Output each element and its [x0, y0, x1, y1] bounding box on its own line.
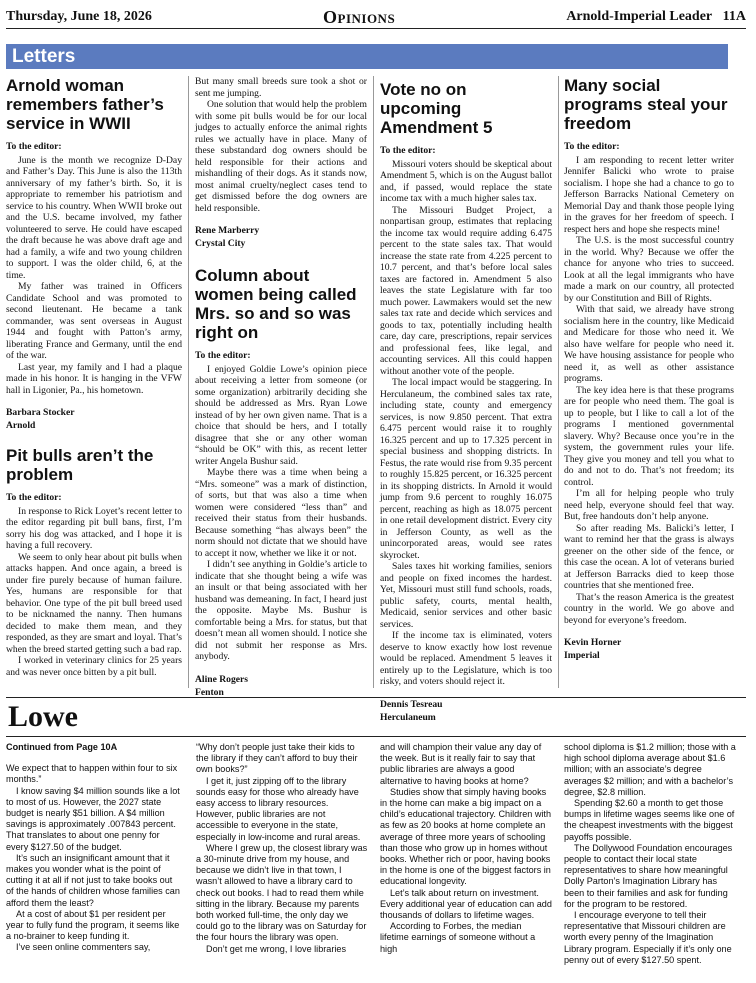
paragraph: school diploma is $1.2 million; those with a high school diploma average about $1.6 million; with an associate’s degree averages $2 million; and with a bachelor’s degree, $2.8 million. — [564, 742, 736, 797]
paragraph: Spending $2.60 a month to get those bumps in lifetime wages seems like one of the cheapest investments with the biggest payoffs possible. — [564, 798, 735, 842]
letters-banner: Letters — [6, 44, 728, 69]
paragraph: I’ve seen online commenters say, — [16, 942, 151, 953]
paragraph: Let’s talk about return on investment. Every additional year of education can add thousands of dollars to lifetime wages. — [380, 887, 552, 921]
section-rule — [6, 736, 746, 737]
paragraph: Studies show that simply having books in the home can make a big impact on a child’s educational trajectory. Children with as few as 20 books at home complete an average of three more years of schooling than those who grow up in homes without books. Whether rich or poor, having books in the home is one of the biggest factors in educational longevity. — [380, 786, 552, 887]
column-3 — [380, 80, 552, 724]
signature-name: Rene Marberry — [195, 225, 260, 236]
signature-name: Barbara Stocker — [6, 407, 75, 418]
signature — [6, 406, 182, 432]
paragraph: Missouri voters should be skeptical about Amendment 5, which is on the August ballot and, if passed, would replace the state income tax with a much higher sales tax. — [380, 158, 552, 204]
paragraph: We seem to only hear about pit bulls when attacks happen. And once again, a breed is under fire purely because of human failure. Yes, humans are responsible for that behavior. One type of the pit bull breed used to be nicknamed the nanny. Then humans decided to make them mean, and they responded, as they are smart and loyal. That’s when the breed started getting such a bad rap. — [6, 551, 182, 655]
paragraph: Don’t get me wrong, I love libraries — [206, 943, 347, 954]
paragraph: According to Forbes, the median lifetime earnings of someone without a high — [380, 921, 536, 954]
issue-date: Thursday, June 18, 2026 — [6, 9, 152, 24]
paragraph: I’m all for helping people who truly need help, everyone should feel that way. But, free handouts don’t help anyone. — [564, 488, 734, 522]
signature-town: Herculaneum — [380, 711, 436, 723]
paragraph: I know saving $4 million sounds like a lot to most of us. However, the 2027 state budget is nearly $51 billion. A $4 million savings is approximately .007843 percent. That translates to about one penny for every $127.50 of the budget. — [6, 785, 180, 852]
paragraph: My father was trained in Officers Candidate School and was promoted to second lieutenant. He became a tank commander, was sent overseas in August 1944 and fought with Patton’s army, liberating France and Germany, until the end of the war. — [6, 281, 182, 361]
paragraph: The key idea here is that these programs are for people who need them. The goal is up to people, but I like to call a lot of the programs I mentioned governmental slavery. Why? Because once you’re in the system, the government rules your life. They give you money and tell you what to do and not to do. That’s not freedom; its control. — [564, 384, 734, 488]
column-2 — [195, 76, 367, 699]
signature-town: Crystal City — [195, 238, 246, 249]
lowe-column-1 — [6, 742, 182, 954]
headline-arnold-woman: Arnold woman remembers father’s service in WWII — [6, 76, 164, 133]
signature-name: Aline Rogers — [195, 673, 249, 685]
paragraph: The local impact would be staggering. In Herculaneum, the combined sales tax rate, including state, county and emergency services, is now 9.850 percent. That extra 6.475 percent would raise it to roughly 16.325 percent and up to 17.325 percent in special business and shopping districts. In Festus, the rate would rise from 9.35 percent to roughly 15.825 percent, or 16.325 percent in its shopping districts. In Arnold it would jump from 9.6 percent to roughly 16.075 percent, reaching as high as 18.075 percent in one retail development district. Every city in Jefferson County, as well as the unincorporated areas, would see rates skyrocket. — [380, 377, 552, 561]
paragraph: At a cost of about $1 per resident per year to fully fund the program, it seems like a no-brainer to keep funding it. — [6, 908, 180, 942]
section-title: Opinions — [323, 6, 396, 27]
paragraph: I enjoyed Goldie Lowe’s opinion piece about receiving a letter from someone (or some organization) arbitrarily deciding she should be addressed as Mrs. Ryan Lowe instead of by her own given name. That is a choice that should be hers, and I totally disagree that she or any other woman “should be OK” with this, as recent letter writer Angela Bushur said. — [195, 363, 367, 467]
salutation: To the editor: — [564, 141, 620, 152]
paragraph: Last year, my family and I had a plaque made in his honor. It is hanging in the VFW hall in Ligonier, Pa., his hometown. — [6, 361, 182, 396]
signature — [564, 636, 734, 662]
signature-town: Imperial — [564, 650, 600, 661]
paragraph: I worked in veterinary clinics for 25 years and was never once bitten by a pit bull. — [6, 655, 182, 678]
paragraph: That’s the reason America is the greatest country in the world. We go above and beyond for everyone’s freedom. — [564, 591, 734, 626]
salutation: To the editor: — [195, 350, 251, 361]
paragraph: The Dollywood Foundation encourages people to contact their local state representatives to share how meaningful Dolly Parton’s Imagination Library has been to their families and ask for funding for the program to be restored. — [564, 842, 733, 909]
paragraph: June is the month we recognize D-Day and Father’s Day. This June is also the 113th anniversary of my father’s birth. So, it is appropriate to remember his patriotism and service to his country. When WWII broke out and the U.S. became involved, my father volunteered to serve. He could have escaped the draft because he was above draft age and had a family, a wife and two young children to support. I was the older child, 6, at the time. — [6, 154, 182, 281]
paragraph: The Missouri Budget Project, a nonpartisan group, estimates that replacing the income tax would require adding 6.475 percent to the state sales tax. That would increase the state rate from 4.225 percent to 10.7 percent, and that’s before local sales taxes are factored in. Amendment 5 also leaves the state Legislature with far too much power. Lawmakers would set the new sales tax rate and decide which services and goods to tax, potentially including health care, day care, prescriptions, repair services and professional fees, like legal, and accounting services. All this could happen without another vote of the people. — [380, 204, 552, 377]
signature — [195, 224, 367, 250]
paragraph: Where I grew up, the closest library was a 30-minute drive from my house, and because we didn’t live in that town, I wasn’t allowed to have a library card to check out books. I had to read them while sitting in the library. Because my parents both worked full-time, the only day we could go to the library was on Saturday for the four hours the library was open. — [196, 842, 368, 943]
section-rule — [6, 697, 746, 698]
column-4 — [564, 76, 734, 662]
paragraph: If the income tax is eliminated, voters deserve to know exactly how lost revenue would be replaced. Amendment 5 leaves it entirely up to the Legislature, which is too risky, and voters should reject it. — [380, 630, 552, 687]
paragraph: I am responding to recent letter writer Jennifer Balicki who wrote to praise socialism. I hope she had a chance to go to Jefferson Barracks National Cemetery on Memorial Day and thank those people lying in the graves for her freedom of speech. I respect hers and hope she respects mine! — [564, 154, 734, 235]
paper-name — [566, 9, 746, 25]
paragraph: We expect that to happen within four to six months.” — [6, 763, 178, 785]
column-divider — [188, 76, 189, 688]
paragraph: and will champion their value any day of the week. But is it really fair to say that public libraries are always a good alternative to having books at home? — [380, 742, 542, 786]
newspaper-page — [6, 0, 746, 983]
signature-name: Dennis Tesreau — [380, 698, 443, 710]
paragraph: With that said, we already have strong socialism here in the country, like Medicaid and Medicare for those who need it. We also have welfare for people who need it. We have housing assistance for people who need it, as well as other assistance programs. — [564, 304, 734, 384]
lowe-column-2 — [196, 742, 368, 955]
paragraph: One solution that would help the problem with some pit bulls would be for our local judges to actually enforce the animal rights rules we actually have in place. Many of these substandard dog owners should be held responsible for their actions and mishandling of their dogs. As it stands now, most animal cruelty/neglect cases tend to get dismissed before the dog owners are held responsible. — [195, 99, 367, 214]
paragraph: “Why don’t people just take their kids to the library if they can’t afford to buy their own books?” — [196, 742, 358, 775]
paragraph: I encourage everyone to tell their representative that Missouri children are worth every penny of the Imagination Library program. Especially if it’s only one penny out of every $127.50 spent. — [564, 910, 732, 965]
lowe-title: Lowe — [8, 700, 78, 733]
paragraph: So after reading Ms. Balicki’s letter, I want to remind her that the grass is always greener on the other side of the fence, or this case the ocean. A lot of veterans buried at Jefferson Barracks died to keep those countries that she mentioned free. — [564, 522, 734, 591]
signature-town: Arnold — [6, 420, 36, 431]
signature-town: Fenton — [195, 686, 224, 698]
signature-name: Kevin Horner — [564, 637, 622, 648]
paragraph: It’s such an insignificant amount that it makes you wonder what is the point of cutting it at all if not just to take books out of the hands of children whose families can afford them the least? — [6, 852, 180, 908]
column-divider — [558, 76, 559, 688]
lowe-column-4 — [564, 742, 738, 966]
paragraph: I get it, just zipping off to the library sounds easy for those who already have easy access to library resources. However, public libraries are not accessible to everyone in the state, especially in low-income and rural areas. — [196, 775, 361, 842]
lowe-column-3 — [380, 742, 552, 955]
headline-amendment-5: Vote no on upcoming Amendment 5 — [380, 80, 493, 137]
paragraph: I didn’t see anything in Goldie’s article to indicate that she thought being a wife was an insult or that being associated with her husband was demeaning. In fact, I heard just the opposite. Maybe Ms. Bushur is comfortable being a Mrs. for status, but that doesn’t mean all women should. I notice she did not submit her response as Mrs. anybody. — [195, 559, 367, 662]
salutation: To the editor: — [380, 145, 436, 156]
page-number: 11A — [722, 9, 746, 24]
headline-social-programs: Many social programs steal your freedom — [564, 76, 728, 133]
signature — [380, 698, 552, 724]
paragraph: But many small breeds sure took a shot or sent me jumping. — [195, 76, 367, 99]
paragraph: In response to Rick Loyet’s recent letter to the editor regarding pit bull bans, first, I’m sorry his dog was attacked, and I hope it is having a full recovery. — [6, 505, 182, 551]
paragraph: The U.S. is the most successful country in the world. Why? Because we offer the chance for anyone who tries to succeed. Look at all the legal immigrants who have made a mark on our country, all protected by our Constitution and Bill of Rights. — [564, 235, 734, 304]
salutation: To the editor: — [6, 492, 62, 503]
paragraph: Maybe there was a time when being a “Mrs. someone” was a mark of distinction, of sorts, but that was also a time when women were considered “less than” and received their status from their husbands. Because something “has always been” the norm should not dictate that we should have to accept it now, whether we like it or not. — [195, 467, 367, 559]
continued-note: Continued from Page 10A — [6, 742, 118, 752]
paragraph: Sales taxes hit working families, seniors and people on fixed incomes the hardest. Yet, Missouri must still fund schools, roads, public safety, courts, mental health, Medicaid, senior services and other basic services. — [380, 561, 552, 630]
column-1 — [6, 76, 182, 678]
headline-mrs-column: Column about women being called Mrs. so and so was right on — [195, 266, 357, 342]
headline-pit-bulls: Pit bulls aren’t the problem — [6, 446, 154, 484]
column-divider — [373, 76, 374, 688]
signature — [195, 673, 367, 699]
paper-title: Arnold-Imperial Leader — [566, 9, 713, 24]
masthead — [6, 6, 746, 29]
salutation: To the editor: — [6, 141, 62, 152]
